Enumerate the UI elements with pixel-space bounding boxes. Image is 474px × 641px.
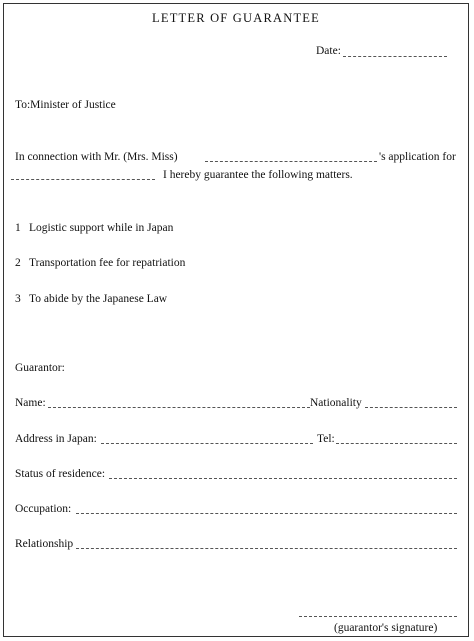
name-field[interactable] [48,407,310,408]
signature-field[interactable] [299,616,457,617]
matter-text: Logistic support while in Japan [29,222,174,234]
guarantee-statement: I hereby guarantee the following matters. [163,169,353,181]
matter-number: 2 [15,257,21,269]
matter-number: 1 [15,222,21,234]
document-title: LETTER OF GUARANTEE [152,11,320,25]
nationality-label: Nationality [310,397,362,409]
application-purpose-field[interactable] [11,179,155,180]
relationship-label: Relationship [15,538,74,550]
date-label: Date: [316,45,341,57]
occupation-label: Occupation: [15,503,72,515]
relationship-field[interactable] [76,548,457,549]
tel-field[interactable] [336,443,457,444]
application-suffix: 's application for [379,151,456,163]
status-label: Status of residence: [15,468,106,480]
status-field[interactable] [109,478,457,479]
nationality-field[interactable] [365,407,457,408]
address-label: Address in Japan: [15,433,97,445]
date-field[interactable] [343,56,447,57]
matter-text: Transportation fee for repatriation [29,257,186,269]
guarantor-heading: Guarantor: [15,362,65,374]
addressee: To:Minister of Justice [15,99,116,111]
matter-text: To abide by the Japanese Law [29,293,168,305]
letter-form [3,3,469,637]
matter-number: 3 [15,293,21,305]
name-label: Name: [15,397,46,409]
tel-label: Tel: [317,433,335,445]
address-field[interactable] [101,443,313,444]
connection-text: In connection with Mr. (Mrs. Miss) [15,151,178,163]
occupation-field[interactable] [76,513,457,514]
applicant-name-field[interactable] [205,161,377,162]
signature-caption: (guarantor's signature) [334,622,438,634]
